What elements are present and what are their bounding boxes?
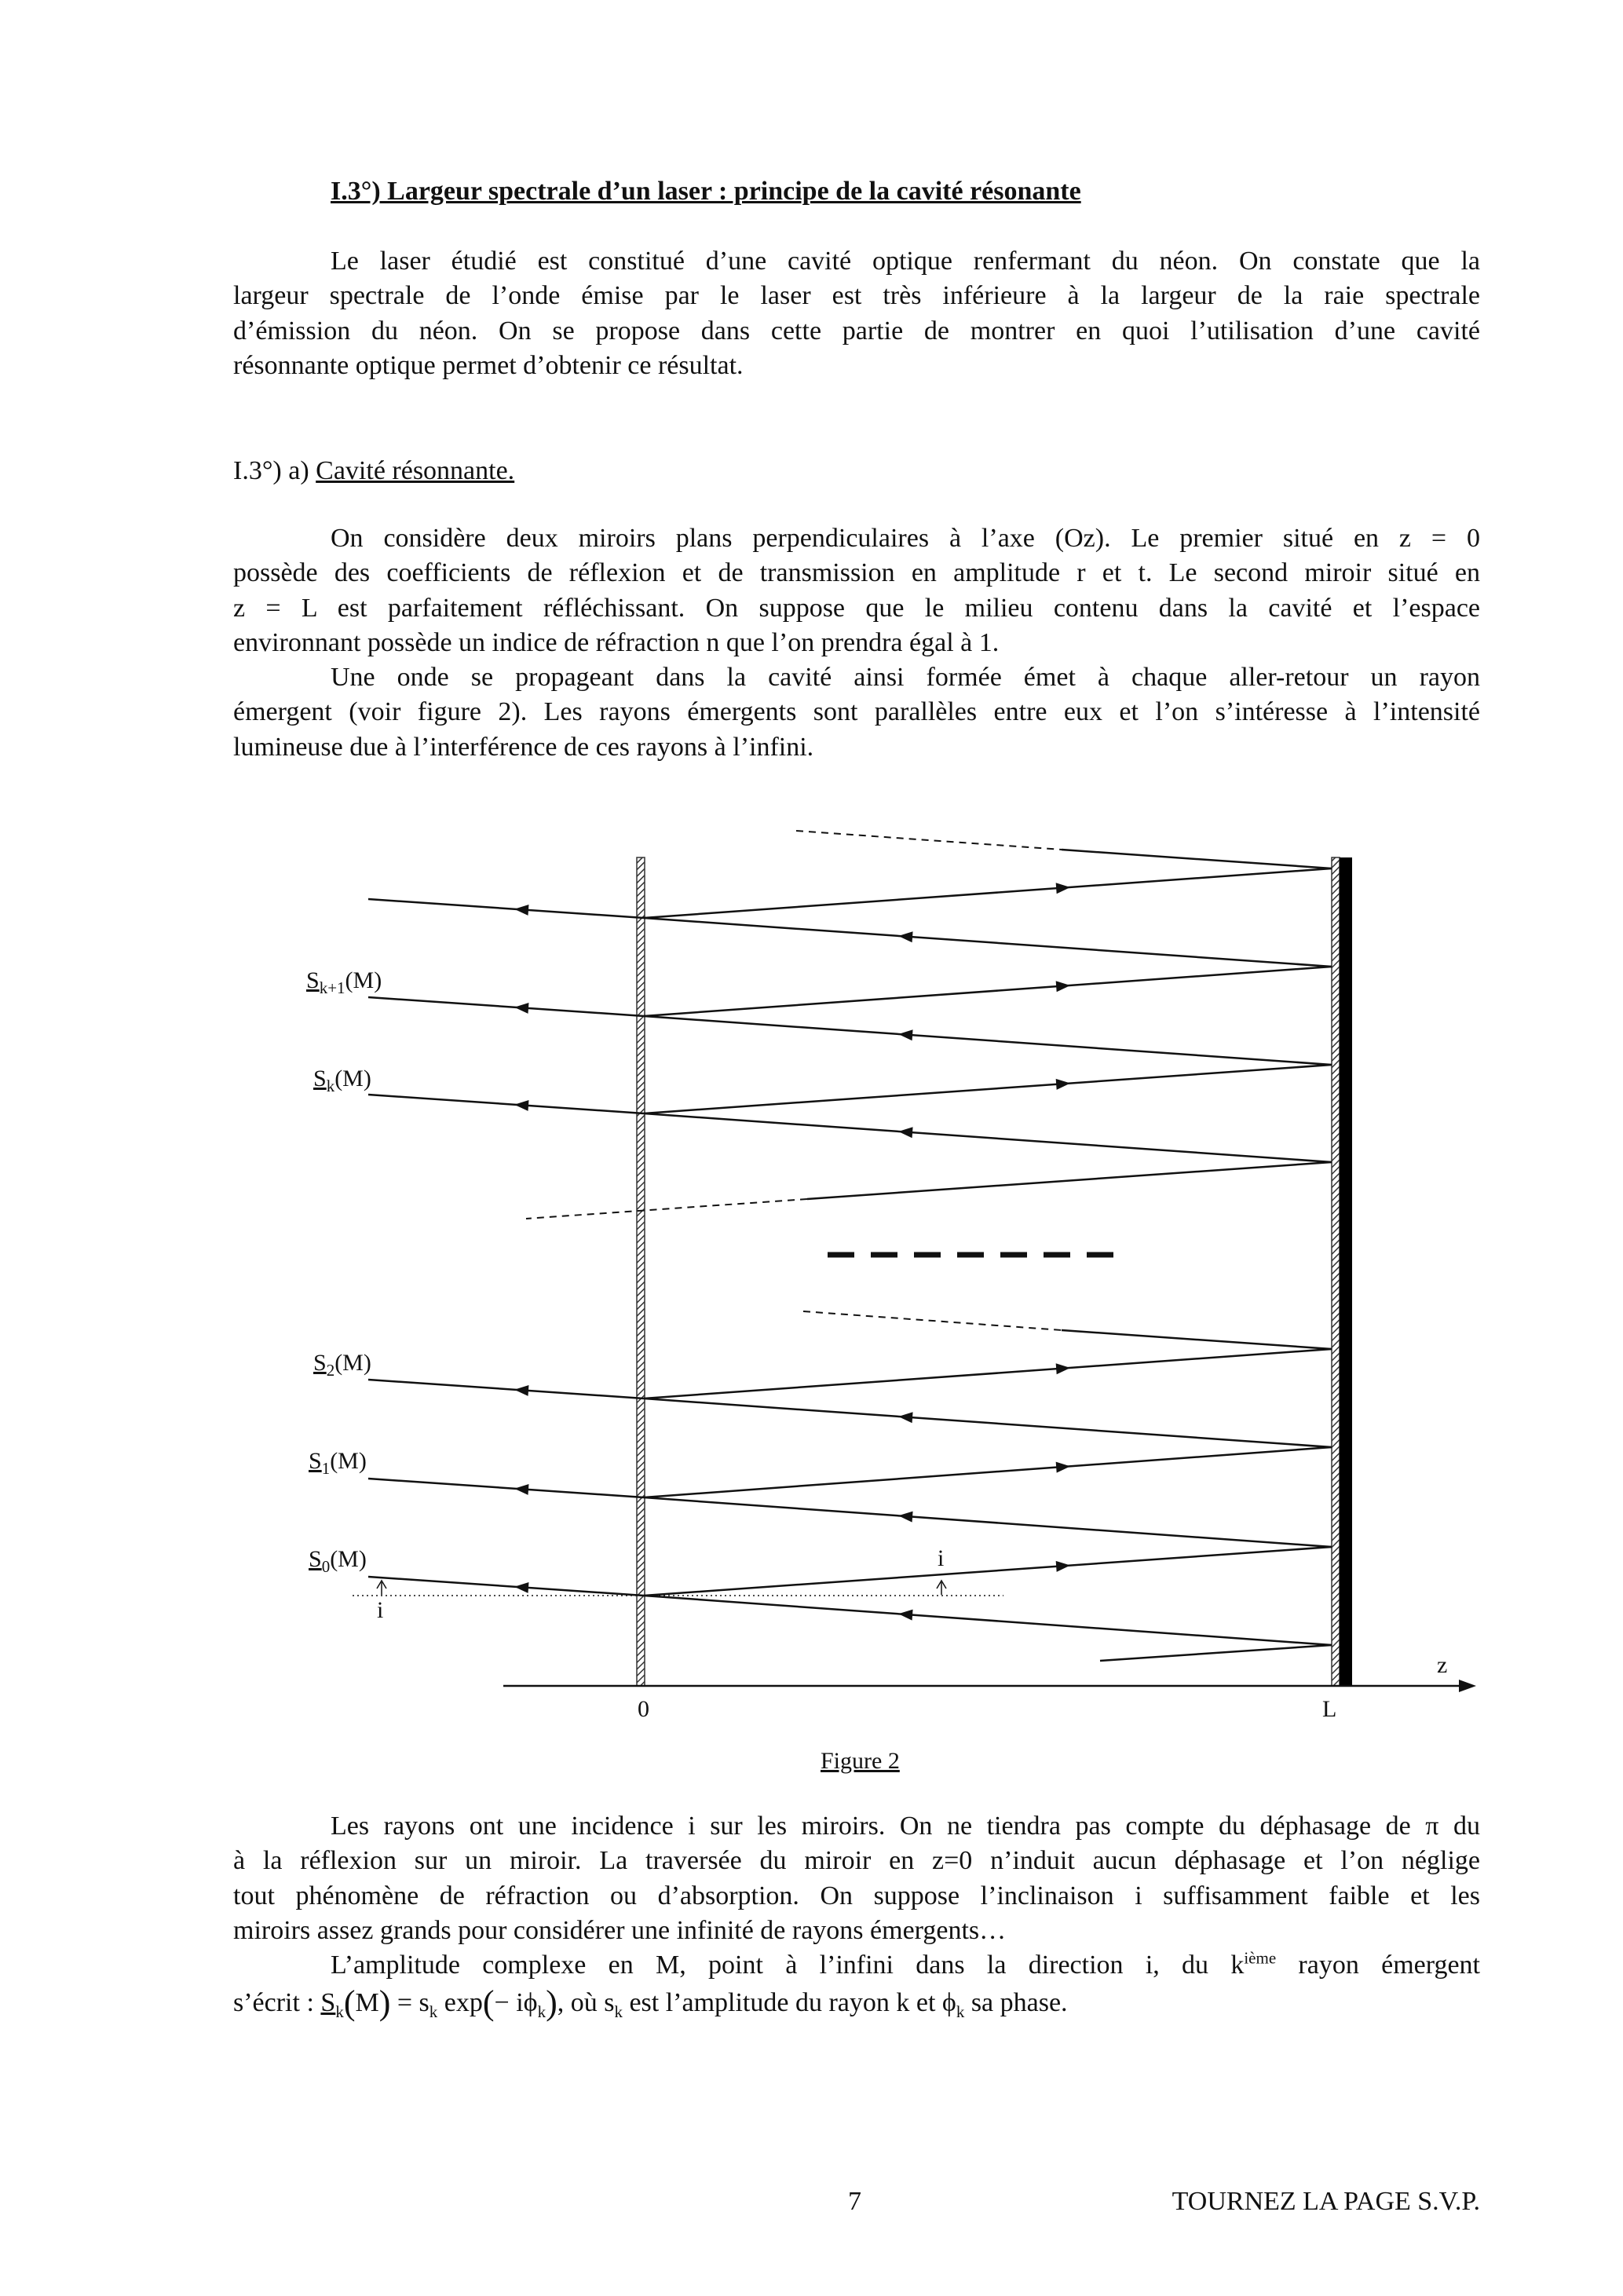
ray-continuation [807, 1162, 1332, 1199]
text-line: L’amplitude complexe en M, point à l’infini dans la direction i, du $k^{ième}$ rayon émergent [331, 1948, 1480, 1980]
arrowhead-icon [1056, 981, 1070, 992]
arrowhead-icon [898, 1610, 912, 1621]
text-line: miroirs assez grands pour considérer une infinité de rayons émergents… [233, 1915, 1007, 1945]
arrowhead-icon [898, 1127, 912, 1138]
text-line: à la réflexion sur un miroir. La traversée du miroir en z=0 n’induit aucun déphasage et l’on néglige [233, 1846, 1480, 1876]
text-line: Une onde se propageant dans la cavité ainsi formée émet à chaque aller-retour un rayon [331, 663, 1480, 693]
label-s-k: $S_k(M)$ [313, 1066, 371, 1095]
text-line: environnant possède un indice de réfraction n que l’on prendra égal à 1. [233, 627, 1000, 657]
ray-backward [644, 918, 1332, 967]
ray-continuation-dashed [796, 831, 1062, 850]
turn-page-note: TOURNEZ LA PAGE S.V.P. [1172, 2187, 1480, 2216]
label-s-0: $S_0(M)$ [309, 1546, 367, 1576]
perfect-mirror-backing [1340, 857, 1352, 1686]
angle-label-outside: i [377, 1597, 384, 1623]
arrowhead-icon [514, 1582, 528, 1593]
ray-forward [644, 1547, 1332, 1596]
ray-continuation [1062, 1330, 1332, 1349]
emergent-ray [368, 1577, 644, 1596]
rays-paragraph [233, 1809, 1480, 2021]
axis-label-z: z [1437, 1652, 1448, 1678]
emergent-ray [368, 899, 644, 918]
arrowhead-icon [514, 1100, 528, 1111]
ray-backward [644, 1398, 1332, 1447]
arrowhead-icon [898, 1029, 912, 1040]
page-number: 7 [848, 2187, 861, 2216]
label-s-2: $S_2(M)$ [313, 1350, 371, 1380]
ray-forward [644, 1447, 1332, 1497]
arrowhead-icon [514, 905, 528, 916]
ray-backward [644, 1113, 1332, 1162]
text-line: largeur spectrale de l’onde émise par le laser est très inférieure à la largeur de la raie spectrale [233, 281, 1480, 311]
emergent-ray [368, 997, 644, 1016]
arrowhead-icon [1056, 1462, 1070, 1473]
emergent-ray [368, 1095, 644, 1113]
arrowhead-icon [1056, 1079, 1070, 1090]
figure-caption: Figure 2 [821, 1748, 900, 1774]
perfect-mirror-hatched [1332, 857, 1340, 1686]
text-line: résonnante optique permet d’obtenir ce résultat. [233, 350, 744, 380]
arrowhead-icon [514, 1484, 528, 1495]
arrowhead-icon [898, 1412, 912, 1423]
ray-continuation [1062, 850, 1332, 868]
text-line: possède des coefficients de réflexion et de transmission en amplitude r et t. Le second miroir situé en [233, 558, 1480, 588]
arrowhead-icon [514, 1003, 528, 1014]
arrowhead-icon [1056, 1363, 1070, 1374]
text-line: Le laser étudié est constitué d’une cavité optique renfermant du néon. On constate que la [331, 247, 1480, 276]
label-s-k-plus-1: $S_{k+1}(M)$ [306, 967, 382, 997]
arrowhead-icon [1056, 883, 1070, 894]
arrowhead-icon [898, 1512, 912, 1523]
subsection-number: I.3°) a) [233, 456, 309, 485]
ray-continuation-dashed [803, 1311, 1062, 1330]
ray-backward [644, 1497, 1332, 1547]
formula-line: s’écrit : $S_k(M) = s_k$ $\exp(- i\phi_k)$, où $s_k$ est l’amplitude du rayon k et $\phi_k$ sa phase. [233, 1983, 1068, 2023]
arrowhead-icon [514, 1385, 528, 1396]
text-line: tout phénomène de réfraction ou d’absorption. On suppose l’inclinaison i suffisamment faible et les [233, 1881, 1480, 1910]
text-line: On considère deux miroirs plans perpendiculaires à l’axe (Oz). Le premier situé en z = 0 [331, 524, 1480, 553]
ray-backward [644, 1016, 1332, 1065]
text-line: lumineuse due à l’interférence de ces rayons à l’infini. [233, 732, 814, 762]
section-title: I.3°) Largeur spectrale d’un laser : principe de la cavité résonante [331, 177, 1081, 206]
emergent-ray [368, 1380, 644, 1398]
ray-forward [644, 1349, 1332, 1398]
text-line: émergent (voir figure 2). Les rayons émergents sont parallèles entre eux et l’on s’intéresse à l’intensité [233, 697, 1480, 727]
text-line: z = L est parfaitement réfléchissant. On suppose que le milieu contenu dans la cavité et l’espace [233, 593, 1480, 623]
incident-ray [1100, 1645, 1332, 1661]
subsection-title: Cavité résonnante. [316, 456, 515, 485]
text-line: Les rayons ont une incidence i sur les miroirs. On ne tiendra pas compte du déphasage de π du [331, 1812, 1480, 1841]
mirror-2-position: L [1322, 1696, 1337, 1722]
arrowhead-icon [898, 931, 912, 942]
text-line: d’émission du néon. On se propose dans cette partie de montrer en quoi l’utilisation d’une cavité [233, 316, 1480, 345]
ray-forward [644, 1065, 1332, 1113]
partial-mirror [637, 857, 645, 1686]
axis-arrow-icon [1459, 1680, 1476, 1692]
ray-backward [644, 1596, 1332, 1645]
ray-forward [644, 868, 1332, 918]
mirror-1-position: 0 [638, 1696, 649, 1722]
ray-forward [644, 967, 1332, 1016]
emergent-ray [368, 1479, 644, 1497]
label-s-1: $S_1(M)$ [309, 1448, 367, 1478]
ray-continuation-dashed [526, 1199, 807, 1219]
arrowhead-icon [1056, 1561, 1070, 1572]
angle-label-inside: i [938, 1545, 945, 1571]
